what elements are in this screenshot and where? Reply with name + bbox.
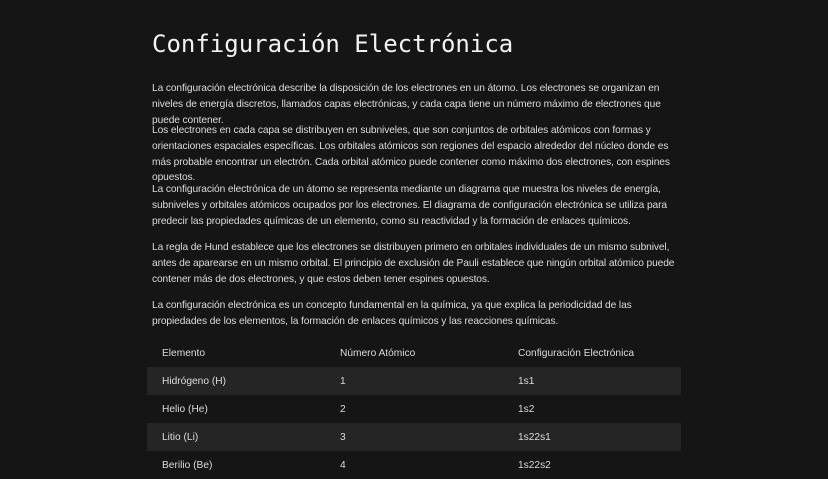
elements-table — [147, 339, 681, 479]
cell-elemento: Litio (Li) — [162, 431, 199, 443]
paragraph-diagrama: La configuración electrónica de un átomo se representa mediante un diagrama que muestra los niveles de energía, subniveles y orbitales atómicos ocupados por los electrones. El diagrama de configuración electrónica se utiliza para predecir las propiedades químicas de un elemento, como su reactividad y la formación de enlaces químicos. — [152, 184, 667, 227]
cell-configuracion: 1s22s2 — [518, 459, 551, 471]
header-numero-atomico: Número Atómico — [340, 347, 416, 359]
cell-elemento: Hidrógeno (H) — [162, 375, 226, 387]
paragraph-conclusion: La configuración electrónica es un concepto fundamental en la química, ya que explica la periodicidad de las propiedades de los elementos, la formación de enlaces químicos y las reacciones químicas. — [152, 300, 632, 327]
table-header-row — [147, 339, 681, 367]
paragraph-intro: La configuración electrónica describe la disposición de los electrones en un átomo. Los electrones se organizan en niveles de energía discretos, llamados capas electrónicas, y cada capa tiene un número máximo de electrones que puede contener. — [152, 83, 661, 126]
cell-elemento: Helio (He) — [162, 403, 208, 415]
cell-configuracion: 1s1 — [518, 375, 535, 387]
cell-configuracion: 1s22s1 — [518, 431, 551, 443]
cell-numero-atomico: 2 — [340, 403, 346, 415]
cell-numero-atomico: 4 — [340, 459, 346, 471]
header-configuracion: Configuración Electrónica — [518, 347, 635, 359]
page-title: Configuración Electrónica — [152, 30, 514, 58]
header-elemento: Elemento — [162, 347, 206, 359]
table-row — [147, 451, 681, 479]
cell-configuracion: 1s2 — [518, 403, 535, 415]
paragraph-subniveles: Los electrones en cada capa se distribuyen en subniveles, que son conjuntos de orbitales atómicos con formas y orientaciones espaciales específicas. Los orbitales atómicos son regiones del espacio alrededor del núcleo donde es más probable encontrar un electrón. Cada orbital atómico puede contener como máximo dos electrones, con espines opuestos. — [152, 125, 670, 184]
table-row — [147, 395, 681, 423]
cell-numero-atomico: 3 — [340, 431, 346, 443]
cell-elemento: Berilio (Be) — [162, 459, 213, 471]
paragraph-hund-pauli: La regla de Hund establece que los electrones se distribuyen primero en orbitales individuales de un mismo subnivel, antes de aparearse en un mismo orbital. El principio de exclusión de Pauli establece que ningún orbital atómico puede contener más de dos electrones, y que estos deben tener espines opuestos. — [152, 242, 675, 285]
table-row — [147, 367, 681, 395]
cell-numero-atomico: 1 — [340, 375, 346, 387]
table-row — [147, 423, 681, 451]
